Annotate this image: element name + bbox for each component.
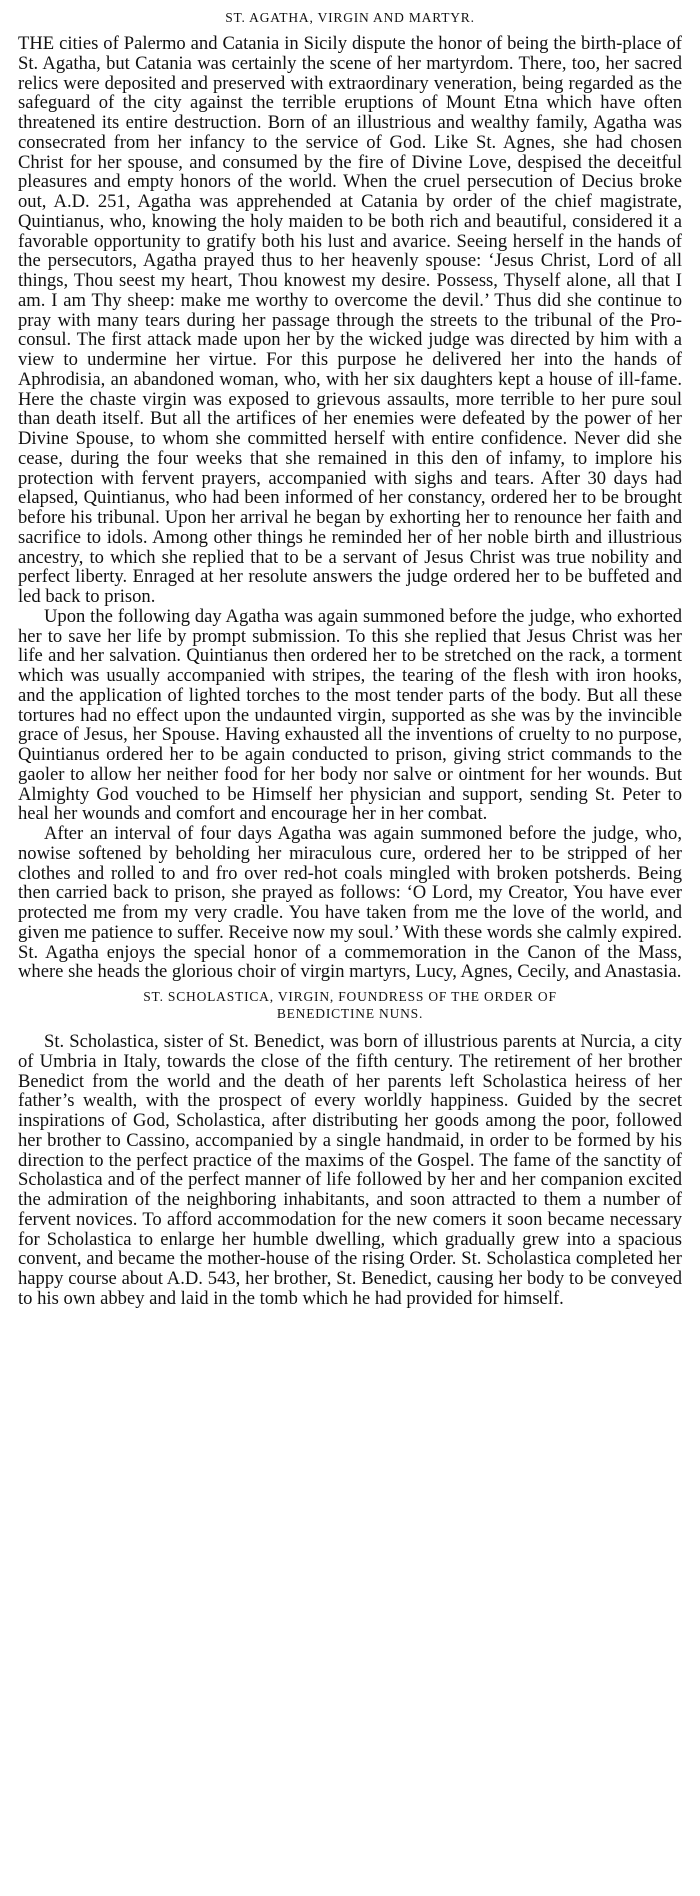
article-title-scholastica-line-2: BENEDICTINE NUNS. (276, 1006, 424, 1021)
scholastica-paragraph-1: St. Scholastica, sister of St. Benedict, was born of illustrious parents at Nurcia, a city of Umbria in Italy, towards the close of the fifth century. The retirement of her brother Benedict from the world and the death of her parents left Scholastica heiress of her father’s wealth, with the prospect of every worldly happiness. Guided by the secret inspirations of God, Scholastica, after distributing her goods among the poor, followed her brother to Cassino, accompanied by a single handmaid, in order to be formed by his direction to the perfect practice of the maxims of the Gospel. The fame of the sanctity of Scholastica and of the perfect manner of life followed by her and her companion excited the admiration of the neighboring inhabitants, and soon attracted to them a number of fervent novices. To afford accommodation for the new comers it soon became necessary for Scholastica to enlarge her humble dwelling, which gradually grew into a spacious convent, and became the mother-house of the rising Order. St. Scholastica completed her happy course about A.D. 543, her brother, St. Benedict, causing her body to be conveyed to his own abbey and laid in the tomb which he had provided for himself. (18, 1031, 682, 1309)
article-title-scholastica-line-1: ST. SCHOLASTICA, VIRGIN, FOUNDRESS OF THE ORDER OF (143, 989, 557, 1004)
document-page (18, 4, 682, 1890)
agatha-paragraph-1: THE cities of Palermo and Catania in Sicily dispute the honor of being the birth-place of St. Agatha, but Catania was certainly the scene of her martyrdom. There, too, her sacred relics were deposited and preserved with extraordinary veneration, being regarded as the safeguard of the city against the terrible eruptions of Mount Etna which have often threatened its entire destruction. Born of an illustrious and wealthy family, Agatha was consecrated from her infancy to the service of God. Like St. Agnes, she had chosen Christ for her spouse, and consumed by the fire of Divine Love, despised the deceitful pleasures and empty honors of the world. When the cruel persecution of Decius broke out, A.D. 251, Agatha was apprehended at Catania by order of the chief magistrate, Quintianus, who, knowing the holy maiden to be both rich and beautiful, considered it a favorable opportunity to gratify both his lust and avarice. Seeing herself in the hands of the persecutors, Agatha prayed thus to her heavenly spouse: ‘Jesus Christ, Lord of all things, Thou seest my heart, Thou knowest my desire. Possess, Thyself alone, all that I am. I am Thy sheep: make me worthy to overcome the devil.’ Thus did she continue to pray with many tears during her passage through the streets to the tribunal of the Pro-consul. The first attack made upon her by the wicked judge was directed by him with a view to undermine her virtue. For this purpose he delivered her into the hands of Aphrodisia, an abandoned woman, who, with her six daughters kept a house of ill-fame. Here the chaste virgin was exposed to grievous assaults, more terrible to her pure soul than death itself. But all the artifices of her enemies were defeated by the power of her Divine Spouse, to whom she committed herself with entire confidence. Never did she cease, during the four weeks that she remained in this den of infamy, to implore his protection with fervent prayers, accompanied with sighs and tears. After 30 days had elapsed, Quintianus, who had been informed of her constancy, ordered her to be brought before his tribunal. Upon her arrival he began by exhorting her to renounce her faith and sacrifice to idols. Among other things he reminded her of her noble birth and illustrious ancestry, to which she replied that to be a servant of Jesus Christ was true nobility and perfect liberty. Enraged at her resolute answers the judge ordered her to be buffeted and led back to prison. (18, 33, 682, 607)
agatha-paragraph-3: After an interval of four days Agatha was again summoned before the judge, who, nowise softened by beholding her miraculous cure, ordered her to be stripped of her clothes and rolled to and fro over red-hot coals mingled with broken potsherds. Being then carried back to prison, she prayed as follows: ‘O Lord, my Creator, You have ever protected me from my very cradle. You have taken from me the love of the world, and given me patience to suffer. Receive now my soul.’ With these words she calmly expired. St. Agatha enjoys the special honor of a commemoration in the Canon of the Mass, where she heads the glorious choir of virgin martyrs, Lucy, Agnes, Cecily, and Anastasia. (18, 823, 682, 983)
article-title-agatha: ST. AGATHA, VIRGIN AND MARTYR. (225, 10, 475, 25)
agatha-paragraph-2: Upon the following day Agatha was again summoned before the judge, who exhorted her to save her life by prompt submission. To this she replied that Jesus Christ was her life and her salvation. Quintianus then ordered her to be stretched on the rack, a torment which was usually accompanied with stripes, the tearing of the flesh with iron hooks, and the application of lighted torches to the most tender parts of the body. But all these tortures had no effect upon the undaunted virgin, supported as she was by the invincible grace of Jesus, her Spouse. Having exhausted all the inventions of cruelty to no purpose, Quintianus ordered her to be again conducted to prison, giving strict commands to the gaoler to allow her neither food for her body nor salve or ointment for her wounds. But Almighty God vouched to be Himself her physician and support, sending St. Peter to heal her wounds and comfort and encourage her in her combat. (18, 605, 682, 825)
article-title-scholastica (18, 988, 682, 1022)
